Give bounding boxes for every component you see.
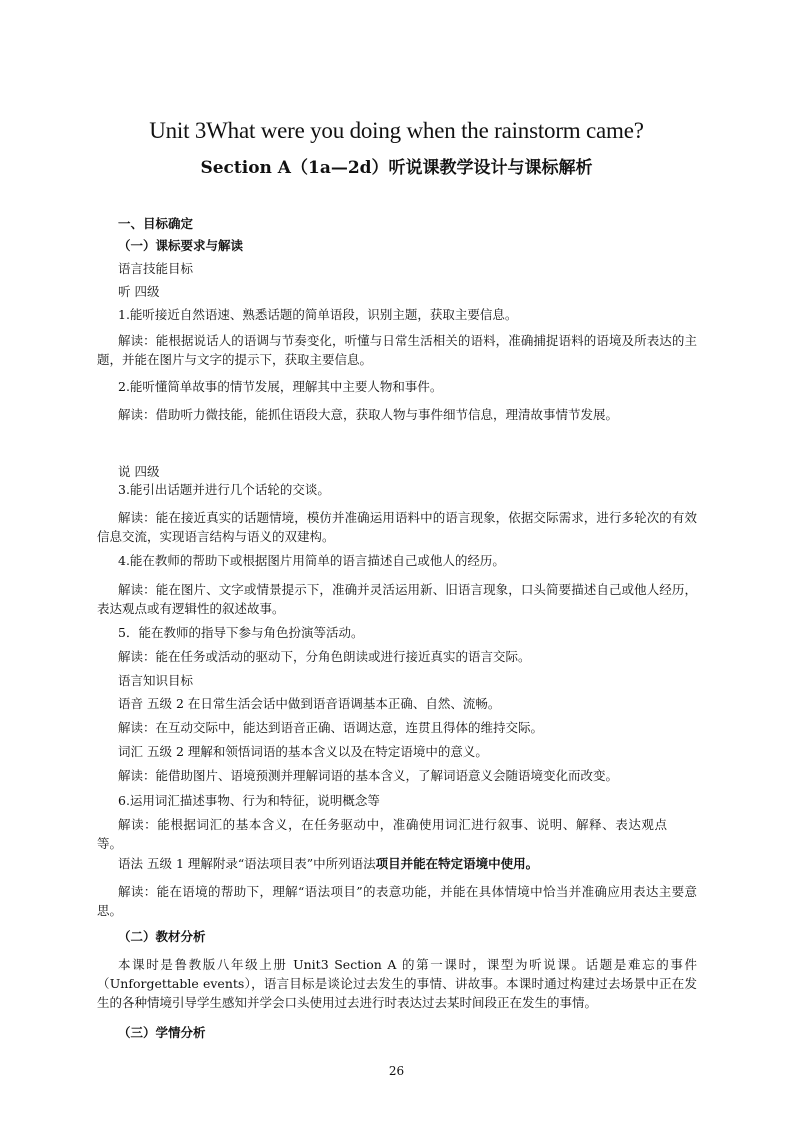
- skills-goal-label: 语言技能目标: [118, 261, 194, 276]
- vocabulary-item: 词汇 五级 2 理解和领悟词语的基本含义以及在特定语境中的意义。: [118, 744, 488, 759]
- phonetics-item: 语音 五级 2 在日常生活会话中做到语音语调基本正确、自然、流畅。: [118, 696, 501, 711]
- listening-item-1: 1.能听接近自然语速、熟悉话题的简单语段，识别主题，获取主要信息。: [118, 307, 518, 322]
- speaking-level: 说 四级: [118, 464, 160, 479]
- heading-goal: 一、目标确定: [118, 216, 194, 231]
- document-title: Unit 3What were you doing when the rainstorm came?: [149, 118, 644, 143]
- speaking-item-4-interpretation: 解读：能在图片、文字或情景提示下，准确并灵活运用新、旧语言现象，口头简要描述自己或他人经历，表达观点或有逻辑性的叙述故事。: [97, 582, 697, 616]
- page-number: 26: [388, 1064, 405, 1078]
- listening-item-2: 2.能听懂简单故事的情节发展，理解其中主要人物和事件。: [118, 379, 443, 394]
- grammar-interpretation: 解读：能在语境的帮助下，理解“语法项目”的表意功能，并能在具体情境中恰当并准确应用表达主要意思。: [97, 884, 697, 918]
- phonetics-interpretation: 解读：在互动交际中，能达到语音正确、语调达意，连贯且得体的维持交际。: [118, 720, 544, 735]
- grammar-item-emphasis: 项目并能在特定语境中使用。: [375, 856, 539, 871]
- vocabulary-item-6: 6.运用词汇描述事物、行为和特征，说明概念等: [118, 793, 380, 808]
- speaking-item-5: 5．能在教师的指导下参与角色扮演等活动。: [118, 625, 364, 640]
- speaking-item-3: 3.能引出话题并进行几个话轮的交谈。: [118, 482, 330, 497]
- listening-item-2-interpretation: 解读：借助听力微技能，能抓住语段大意，获取人物与事件细节信息，理清故事情节发展。: [118, 407, 619, 422]
- heading-learner-analysis: （三）学情分析: [118, 1025, 206, 1040]
- document-subtitle: Section A（1a—2d）听说课教学设计与课标解析: [200, 158, 593, 178]
- grammar-item: [118, 856, 698, 872]
- vocabulary-interpretation: 解读：能借助图片、语境预测并理解词语的基本含义，了解词语意义会随语境变化而改变。: [118, 768, 619, 783]
- heading-textbook-analysis: （二）教材分析: [118, 929, 206, 944]
- speaking-item-4: 4.能在教师的帮助下或根据图片用简单的语言描述自己或他人的经历。: [118, 553, 505, 568]
- vocabulary-item-6-interpretation: 解读：能根据词汇的基本含义，在任务驱动中，准确使用词汇进行叙事、说明、解释、表达观点等。: [97, 817, 667, 851]
- knowledge-goal-label: 语言知识目标: [118, 673, 194, 688]
- speaking-item-5-interpretation: 解读：能在任务或活动的驱动下，分角色朗读或进行接近真实的语言交际。: [118, 649, 531, 664]
- speaking-item-3-interpretation: 解读：能在接近真实的话题情境，模仿并准确运用语料中的语言现象，依据交际需求，进行多轮次的有效信息交流，实现语言结构与语义的双建构。: [97, 510, 697, 544]
- heading-curriculum: （一）课标要求与解读: [118, 238, 244, 253]
- textbook-analysis-paragraph: 本课时是鲁教版八年级上册 Unit3 Section A 的第一课时，课型为听说课。话题是难忘的事件（Unforgettable events），语言目标是谈论过去发生的事情、讲故事。本课时通过构建过去场景中正在发生的各种情境引导学生感知并学会口头使用过去进行时表达过去某时间段正在发生的事情。: [97, 957, 697, 1010]
- listening-level: 听 四级: [118, 284, 160, 299]
- listening-item-1-interpretation: 解读：能根据说话人的语调与节奏变化，听懂与日常生活相关的语料，准确捕捉语料的语境及所表达的主题，并能在图片与文字的提示下，获取主要信息。: [97, 333, 697, 367]
- grammar-item-text: 语法 五级 1 理解附录“语法项目表”中所列语法: [118, 856, 376, 871]
